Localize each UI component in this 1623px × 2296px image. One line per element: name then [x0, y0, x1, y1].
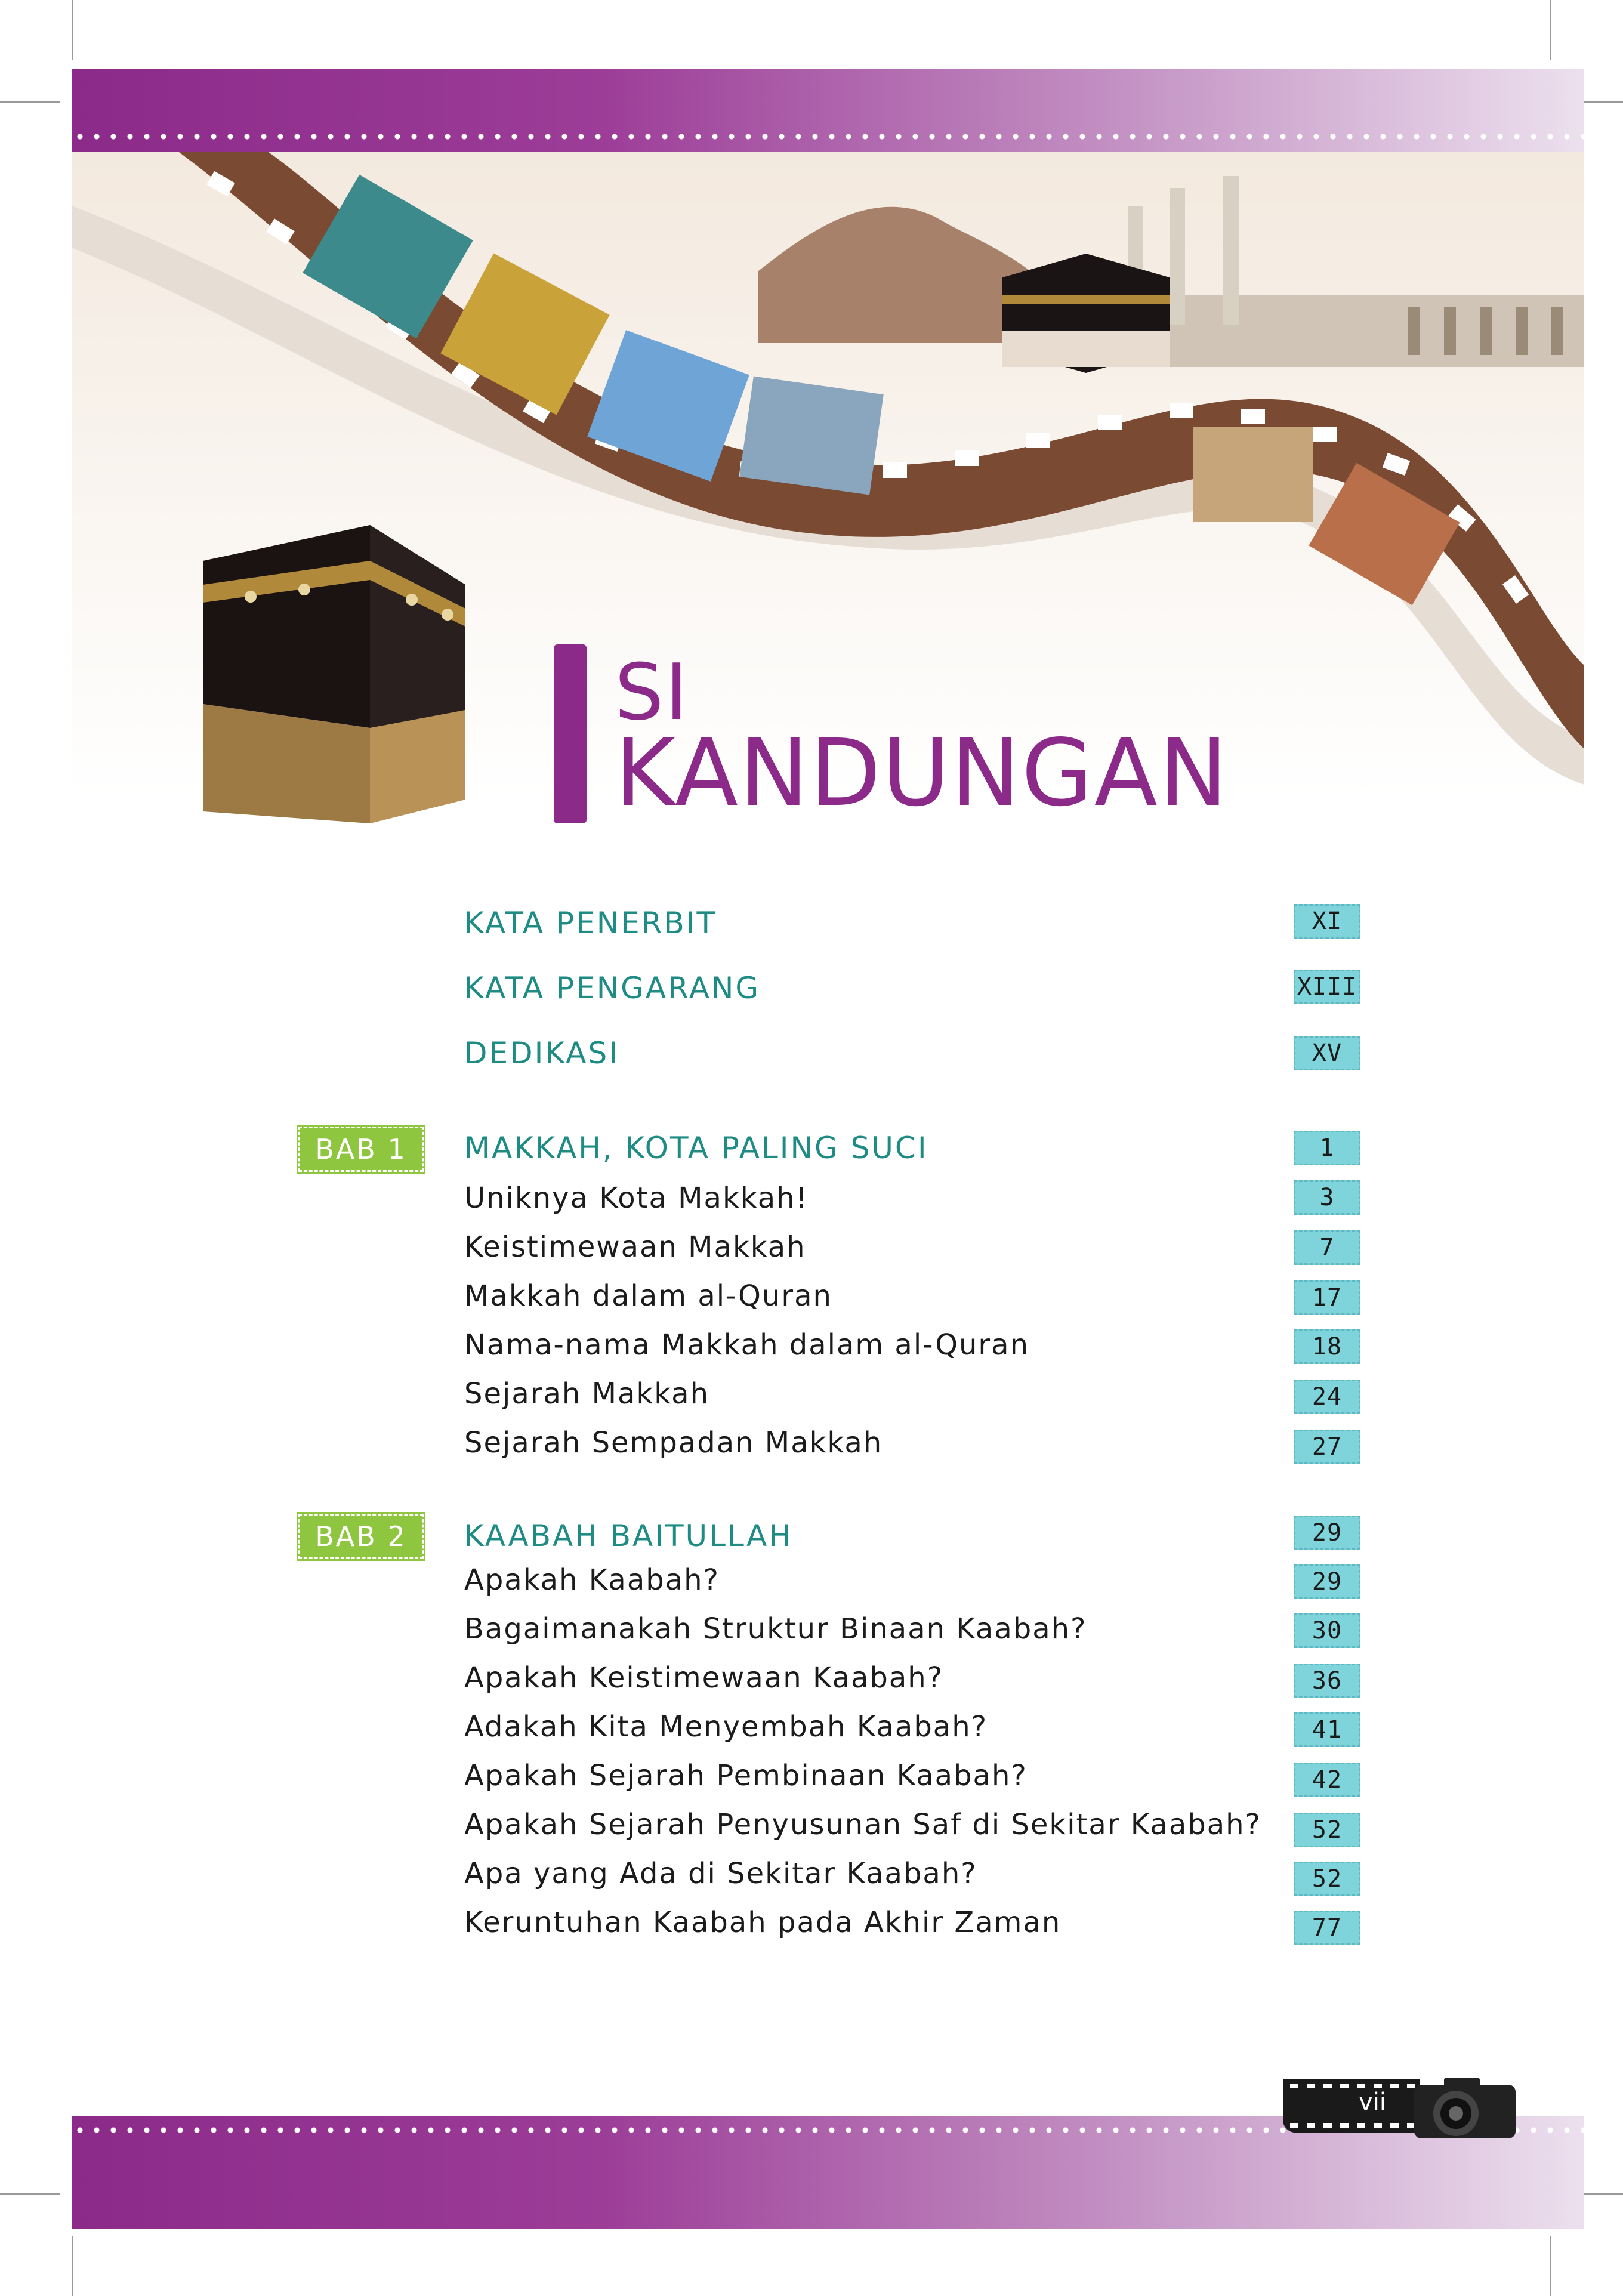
crop-mark	[0, 2193, 60, 2195]
page-title-line2: KANDUNGAN	[615, 719, 1229, 827]
toc-section[interactable]: Apakah Sejarah Penyusunan Saf di Sekitar Kaabah?	[464, 1808, 1262, 1841]
header-dots	[72, 133, 1584, 140]
page-number-box: 36	[1294, 1664, 1360, 1698]
crop-mark	[72, 2236, 73, 2296]
toc-section[interactable]: Sejarah Sempadan Makkah	[464, 1426, 883, 1459]
page-number-box: 7	[1294, 1230, 1360, 1265]
page-number-box: XIII	[1294, 970, 1360, 1004]
kaabah-icon	[185, 513, 483, 847]
page-number-box: XI	[1294, 904, 1360, 939]
toc-entry-kata-pengarang[interactable]: KATA PENGARANG	[464, 971, 761, 1005]
toc-entry-dedikasi[interactable]: DEDIKASI	[464, 1036, 619, 1070]
toc-entry-kata-penerbit[interactable]: KATA PENERBIT	[464, 906, 717, 940]
page-number-box: 1	[1294, 1131, 1360, 1165]
toc-section[interactable]: Apakah Keistimewaan Kaabah?	[464, 1661, 944, 1695]
toc-section[interactable]: Adakah Kita Menyembah Kaabah?	[464, 1710, 988, 1743]
page-number-box: 24	[1294, 1380, 1360, 1414]
crop-mark	[72, 0, 73, 60]
page-number-box: 18	[1294, 1329, 1360, 1364]
toc-chapter-title[interactable]: KAABAH BAITULLAH	[464, 1519, 793, 1553]
page-number-box: 29	[1294, 1564, 1360, 1599]
page-number-box: 27	[1294, 1430, 1360, 1464]
chapter-badge: BAB 2	[298, 1514, 424, 1559]
toc-section[interactable]: Apakah Kaabah?	[464, 1563, 720, 1597]
toc-section[interactable]: Uniknya Kota Makkah!	[464, 1181, 809, 1215]
page-number-box: 77	[1294, 1911, 1360, 1945]
toc-section[interactable]: Makkah dalam al-Quran	[464, 1279, 832, 1313]
toc-section[interactable]: Bagaimanakah Struktur Binaan Kaabah?	[464, 1612, 1087, 1646]
page-number-box: 41	[1294, 1712, 1360, 1747]
page-number: vii	[1359, 2088, 1386, 2116]
page-number-box: XV	[1294, 1036, 1360, 1070]
page-number-tab	[1283, 2073, 1522, 2138]
page-number-box: 42	[1294, 1763, 1360, 1797]
toc-section[interactable]: Nama-nama Makkah dalam al-Quran	[464, 1328, 1029, 1362]
toc-section[interactable]: Apakah Sejarah Pembinaan Kaabah?	[464, 1759, 1028, 1792]
toc-section[interactable]: Sejarah Makkah	[464, 1377, 709, 1411]
header-band	[72, 69, 1584, 152]
toc-section[interactable]: Apa yang Ada di Sekitar Kaabah?	[464, 1857, 977, 1890]
toc-section[interactable]: Keruntuhan Kaabah pada Akhir Zaman	[464, 1906, 1062, 1939]
page-number-box: 3	[1294, 1180, 1360, 1215]
crop-mark	[1550, 2236, 1551, 2296]
crop-mark	[0, 101, 60, 103]
camera-icon	[1414, 2078, 1516, 2138]
crop-mark	[1550, 0, 1551, 60]
page-number-box: 52	[1294, 1813, 1360, 1847]
toc-chapter-title[interactable]: MAKKAH, KOTA PALING SUCI	[464, 1131, 928, 1165]
toc-section[interactable]: Keistimewaan Makkah	[464, 1230, 806, 1264]
title-initial	[554, 644, 587, 823]
page-number-box: 30	[1294, 1613, 1360, 1648]
page-number-box: 17	[1294, 1280, 1360, 1315]
page-number-box: 29	[1294, 1516, 1360, 1550]
page-number-box: 52	[1294, 1862, 1360, 1896]
page-title-line1: SI	[615, 647, 689, 737]
chapter-badge: BAB 1	[298, 1127, 424, 1172]
